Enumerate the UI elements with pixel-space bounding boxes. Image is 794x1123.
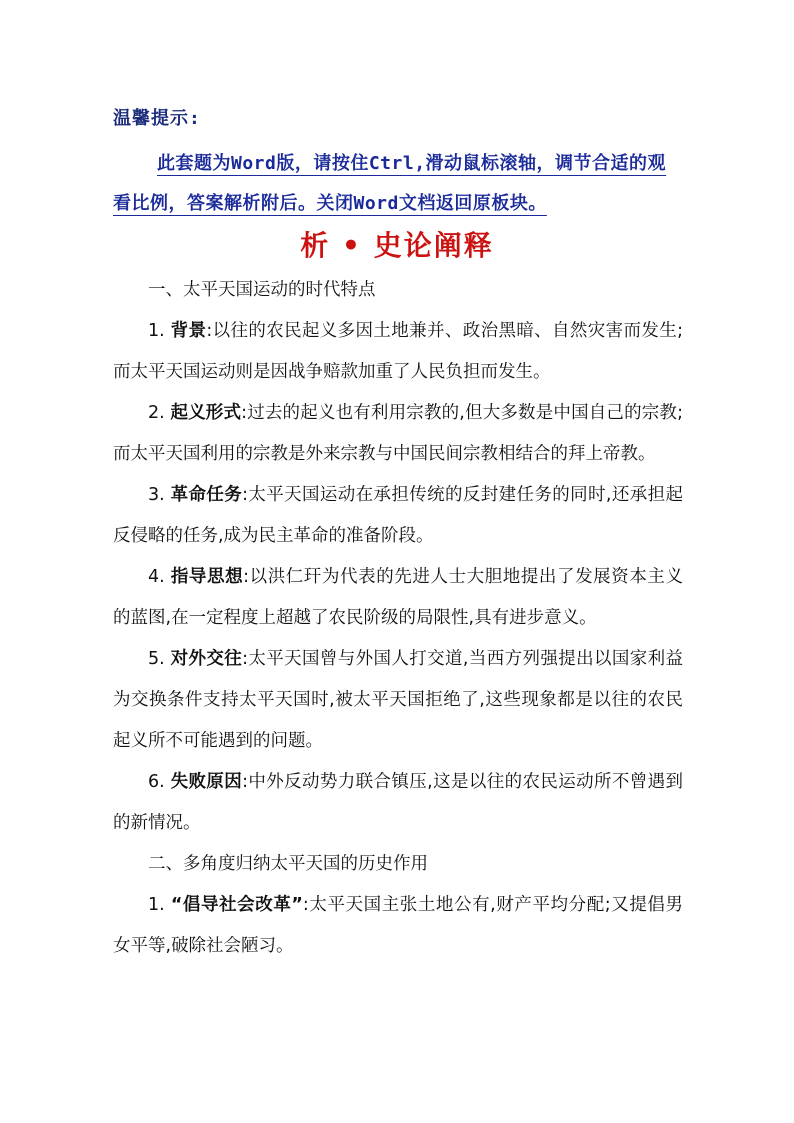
item-text: :太平天国主张土地公有,财产平均分配;又提倡男女平等,破除社会陋习。	[113, 895, 683, 956]
item-label: 革命任务	[170, 485, 243, 505]
item-label: 对外交往	[170, 649, 243, 669]
document-content	[113, 270, 683, 967]
item-label: 起义形式	[170, 403, 242, 423]
list-item: 1. 背景:以往的农民起义多因土地兼并、政治黑暗、自然灾害而发生;而太平天国运动则是因战争赔款加重了人民负担而发生。	[113, 321, 683, 382]
list-item: 1. “倡导社会改革”:太平天国主张土地公有,财产平均分配;又提倡男女平等,破除社会陋习。	[113, 895, 683, 956]
section-title: 二、多角度归纳太平天国的历史作用	[148, 854, 428, 874]
item-text: :以往的农民起义多因土地兼并、政治黑暗、自然灾害而发生;而太平天国运动则是因战争赔款加重了人民负担而发生。	[113, 321, 683, 382]
section-title: 一、太平天国运动的时代特点	[148, 280, 376, 300]
section-heading: 析 • 史论阐释	[300, 229, 494, 262]
tip-body-text: 此套题为Word版，请按住Ctrl,滑动鼠标滚轴，调节合适的观看比例，答案解析附后。关闭Word文档返回原板块。	[113, 153, 667, 214]
item-label: 指导思想	[170, 567, 244, 587]
list-item: 5. 对外交往:太平天国曾与外国人打交道,当西方列强提出以国家利益为交换条件支持太平天国时,被太平天国拒绝了,这些现象都是以往的农民起义所不可能遇到的问题。	[113, 649, 684, 751]
item-text: :过去的起义也有利用宗教的,但大多数是中国自己的宗教;而太平天国利用的宗教是外来宗教与中国民间宗教相结合的拜上帝教。	[113, 403, 684, 464]
item-label: 失败原因	[170, 772, 243, 792]
list-item: 3. 革命任务:太平天国运动在承担传统的反封建任务的同时,还承担起反侵略的任务,成为民主革命的准备阶段。	[113, 485, 684, 546]
tip-body	[113, 144, 683, 224]
item-text: :太平天国曾与外国人打交道,当西方列强提出以国家利益为交换条件支持太平天国时,被太平天国拒绝了,这些现象都是以往的农民起义所不可能遇到的问题。	[113, 649, 684, 751]
list-item: 6. 失败原因:中外反动势力联合镇压,这是以往的农民运动所不曾遇到的新情况。	[113, 772, 684, 833]
list-item: 4. 指导思想:以洪仁玕为代表的先进人士大胆地提出了发展资本主义的蓝图,在一定程度上超越了农民阶级的局限性,具有进步意义。	[113, 567, 683, 628]
list-item: 2. 起义形式:过去的起义也有利用宗教的,但大多数是中国自己的宗教;而太平天国利用的宗教是外来宗教与中国民间宗教相结合的拜上帝教。	[113, 403, 684, 464]
tip-title: 温馨提示:	[113, 108, 201, 129]
item-text: :太平天国运动在承担传统的反封建任务的同时,还承担起反侵略的任务,成为民主革命的准备阶段。	[113, 485, 684, 546]
item-text: :以洪仁玕为代表的先进人士大胆地提出了发展资本主义的蓝图,在一定程度上超越了农民阶级的局限性,具有进步意义。	[113, 567, 683, 628]
item-label: 背景	[170, 321, 207, 341]
item-text: :中外反动势力联合镇压,这是以往的农民运动所不曾遇到的新情况。	[113, 772, 684, 833]
item-label: “倡导社会改革”	[170, 895, 303, 915]
